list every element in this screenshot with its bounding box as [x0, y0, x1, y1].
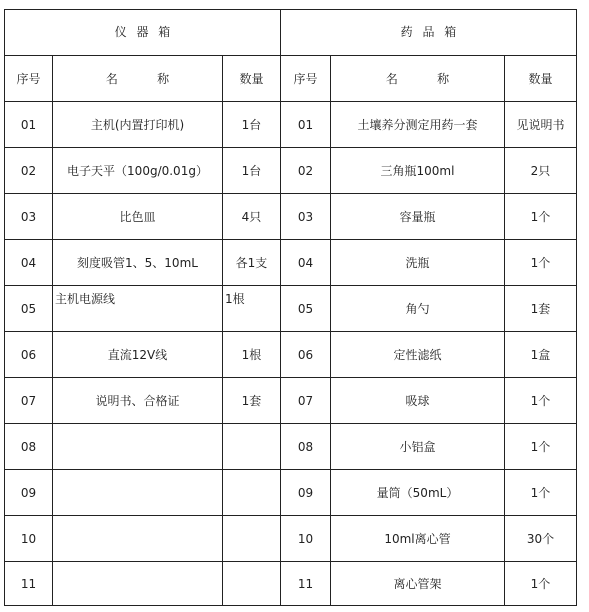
- instrument-name-cell: 电子天平（100g/0.01g）: [67, 163, 208, 178]
- instrument-no-cell: 10: [20, 531, 37, 546]
- reagent-qty-cell: 1个: [530, 393, 551, 408]
- header-right-no: 序号: [293, 71, 318, 86]
- instrument-no-cell: 11: [20, 576, 37, 591]
- instrument-qty-cell: [223, 424, 280, 469]
- reagent-qty-cell: 1个: [530, 576, 551, 591]
- instrument-no-cell: 09: [20, 485, 37, 500]
- instrument-no-cell: 08: [20, 439, 37, 454]
- inventory-table: [4, 9, 576, 606]
- instrument-name-cell: [53, 562, 222, 605]
- reagent-no-cell: 09: [297, 485, 314, 500]
- reagent-qty-cell: 1个: [530, 439, 551, 454]
- reagent-qty-cell: 1个: [530, 485, 551, 500]
- reagent-name-cell: 离心管架: [393, 576, 442, 591]
- instrument-name-cell: [53, 424, 222, 469]
- reagent-no-cell: 05: [297, 301, 314, 316]
- reagent-qty-cell: 1个: [530, 209, 551, 224]
- instrument-qty-cell: [223, 562, 280, 605]
- instrument-qty-cell: [223, 470, 280, 515]
- reagent-no-cell: 08: [297, 439, 314, 454]
- reagent-qty-cell: 1盒: [530, 347, 551, 362]
- reagent-qty-cell: 见说明书: [516, 117, 565, 132]
- reagent-no-cell: 10: [297, 531, 314, 546]
- reagent-no-cell: 03: [297, 209, 314, 224]
- header-left-qty: 数量: [239, 71, 264, 86]
- instrument-no-cell: 07: [20, 393, 37, 408]
- title-right: 药 品 箱: [400, 25, 457, 39]
- instrument-qty-cell: 4只: [241, 209, 262, 224]
- instrument-no-cell: 06: [20, 347, 37, 362]
- reagent-no-cell: 01: [297, 117, 314, 132]
- instrument-qty-cell: 1根: [241, 347, 262, 362]
- instrument-no-cell: 05: [20, 301, 37, 316]
- row-divider: [4, 605, 577, 606]
- reagent-name-cell: 10ml离心管: [384, 531, 451, 546]
- reagent-name-cell: 吸球: [405, 393, 430, 408]
- instrument-name-cell: 刻度吸管1、5、10mL: [77, 255, 198, 270]
- instrument-no-cell: 02: [20, 163, 37, 178]
- instrument-no-cell: 01: [20, 117, 37, 132]
- instrument-qty-cell: 1台: [241, 117, 262, 132]
- header-left-no: 序号: [16, 71, 41, 86]
- title-left: 仪 器 箱: [114, 25, 171, 39]
- reagent-qty-cell: 1个: [530, 255, 551, 270]
- instrument-qty-cell: 1套: [241, 393, 262, 408]
- instrument-name-cell: 直流12V线: [107, 347, 168, 362]
- header-right-qty: 数量: [528, 71, 553, 86]
- reagent-name-cell: 三角瓶100ml: [380, 163, 455, 178]
- reagent-no-cell: 02: [297, 163, 314, 178]
- instrument-name-cell: 比色皿: [119, 209, 156, 224]
- reagent-name-cell: 小铝盒: [399, 439, 436, 454]
- reagent-name-cell: 角勺: [405, 301, 430, 316]
- reagent-qty-cell: 1套: [530, 301, 551, 316]
- instrument-qty-cell: 1根: [225, 292, 245, 306]
- reagent-no-cell: 11: [297, 576, 314, 591]
- instrument-name-cell: [53, 470, 222, 515]
- reagent-qty-cell: 30个: [526, 531, 555, 546]
- reagent-qty-cell: 2只: [530, 163, 551, 178]
- reagent-name-cell: 量筒（50mL）: [376, 485, 459, 500]
- table-border-right: [576, 9, 577, 606]
- reagent-name-cell: 洗瓶: [405, 255, 430, 270]
- instrument-name-cell: 主机电源线: [55, 292, 116, 306]
- header-right-name: 名 称: [385, 71, 450, 86]
- instrument-name-cell: [53, 516, 222, 561]
- instrument-qty-cell: [223, 516, 280, 561]
- instrument-no-cell: 04: [20, 255, 37, 270]
- reagent-no-cell: 04: [297, 255, 314, 270]
- reagent-no-cell: 06: [297, 347, 314, 362]
- reagent-name-cell: 定性滤纸: [393, 347, 442, 362]
- reagent-name-cell: 容量瓶: [399, 209, 436, 224]
- instrument-name-cell: 主机(内置打印机): [90, 117, 185, 132]
- instrument-name-cell: 说明书、合格证: [95, 393, 180, 408]
- instrument-qty-cell: 1台: [241, 163, 262, 178]
- instrument-qty-cell: 各1支: [235, 255, 268, 270]
- header-left-name: 名 称: [105, 71, 170, 86]
- reagent-name-cell: 土壤养分测定用药一套: [357, 117, 478, 132]
- instrument-no-cell: 03: [20, 209, 37, 224]
- reagent-no-cell: 07: [297, 393, 314, 408]
